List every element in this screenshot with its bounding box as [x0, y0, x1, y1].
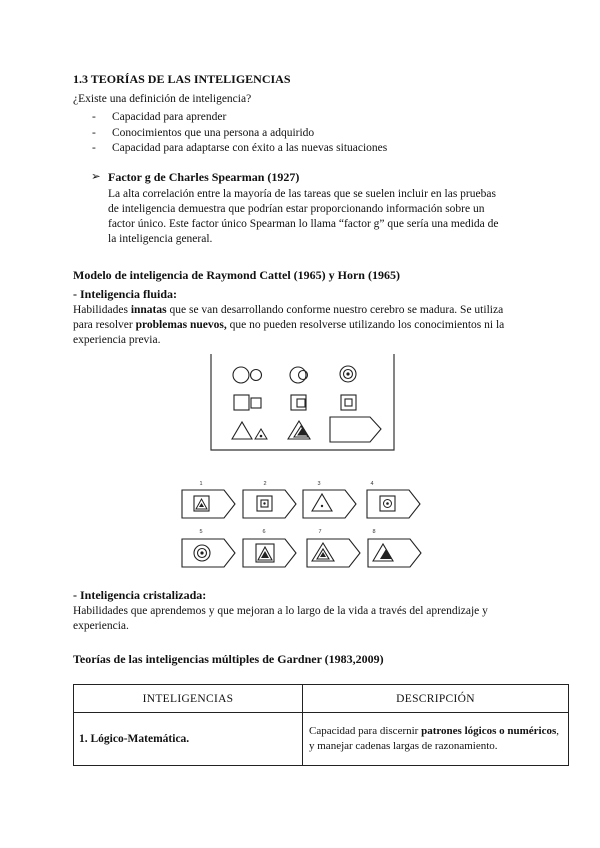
text-run: para resolver: [73, 319, 136, 331]
crystallized-intelligence-label: - Inteligencia cristalizada:: [73, 588, 207, 602]
paragraph-line: experiencia previa.: [73, 334, 161, 346]
option-number: 5: [199, 529, 203, 535]
option-number: 3: [317, 481, 321, 487]
paragraph-line: experiencia.: [73, 620, 129, 632]
emphasis-problemas-nuevos: problemas nuevos,: [135, 319, 227, 331]
answer-option-3: [303, 490, 356, 518]
text-run: que no pueden resolverse utilizando los conocimientos ni la: [226, 319, 505, 331]
intelligences-table: [73, 684, 569, 766]
table-header-intelligences: INTELIGENCIAS: [74, 685, 303, 713]
crystallized-intelligence-paragraph: [73, 604, 533, 634]
answer-option-5: [182, 539, 235, 567]
emphasis-innatas: innatas: [130, 304, 167, 316]
factor-g-title: Factor g de Charles Spearman (1927): [108, 170, 300, 184]
paragraph-line: [73, 318, 533, 333]
text-run: Habilidades: [73, 304, 131, 316]
paragraph-line: [73, 303, 533, 318]
definition-question: ¿Existe una definición de inteligencia?: [73, 93, 252, 105]
answer-option-7: [307, 539, 360, 567]
table-row: [74, 713, 569, 766]
table-cell-description: [303, 713, 569, 766]
table-header-description: DESCRIPCIÓN: [303, 685, 569, 713]
list-item: - Capacidad para aprender: [92, 110, 387, 126]
text-run: que se van desarrollando conforme nuestro cerebro se madura. Se utiliza: [166, 304, 504, 316]
section-title: 1.3 TEORÍAS DE LAS INTELIGENCIAS: [73, 72, 291, 86]
option-number: 2: [263, 481, 267, 487]
text-run: Capacidad para discernir: [309, 725, 422, 737]
matrix-puzzle-figure: [210, 354, 395, 454]
answer-option-4: [367, 490, 420, 518]
gardner-title: Teorías de las inteligencias múltiples de Gardner (1983,2009): [73, 652, 384, 666]
factor-g-paragraph: [108, 187, 528, 247]
option-number: 4: [370, 481, 374, 487]
arrow-bullet-icon: ➢: [91, 171, 101, 183]
answer-option-2: [243, 490, 296, 518]
option-number: 8: [372, 529, 376, 535]
text-run: , y manejar cadenas largas de razonamiento.: [309, 725, 559, 752]
fluid-intelligence-label: - Inteligencia fluida:: [73, 287, 177, 301]
list-item: - Capacidad para adaptarse con éxito a las nuevas situaciones: [92, 141, 387, 157]
list-item: - Conocimientos que una persona a adquirido: [92, 126, 387, 142]
definition-list: [92, 110, 387, 157]
answer-options-figure: [178, 478, 428, 578]
paragraph-line: La alta correlación entre la mayoría de las tareas que se suelen incluir en las pruebas: [108, 188, 496, 200]
paragraph-line: Habilidades que aprendemos y que mejoran a lo largo de la vida a través del aprendizaje y: [73, 605, 488, 617]
answer-option-8: [368, 539, 421, 567]
paragraph-line: de inteligencia demuestra que podrían estar proporcionando información sobre un: [108, 203, 485, 215]
fluid-intelligence-paragraph: [73, 303, 533, 348]
answer-option-6: [243, 539, 296, 567]
option-number: 1: [199, 481, 203, 487]
option-number: 7: [318, 529, 322, 535]
emphasis-patrones: patrones lógicos o numéricos: [421, 725, 557, 737]
table-header-row: [74, 685, 569, 713]
paragraph-line: la inteligencia general.: [108, 233, 213, 245]
table-cell-intelligence: 1. Lógico-Matemática.: [74, 713, 303, 766]
paragraph-line: factor único. Este factor único Spearman lo llama “factor g” que sería una medida de: [108, 218, 499, 230]
option-number: 6: [262, 529, 266, 535]
cattell-title: Modelo de inteligencia de Raymond Cattel (1965) y Horn (1965): [73, 268, 400, 282]
